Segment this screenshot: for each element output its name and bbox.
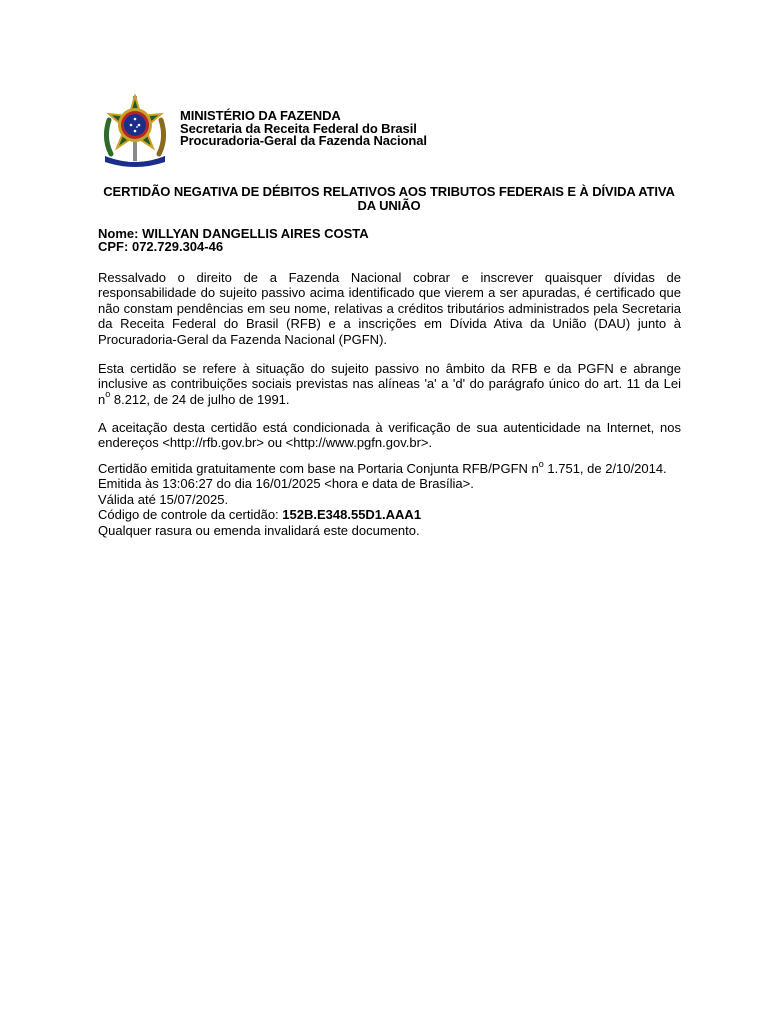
scope-ordinal: o [105, 389, 111, 400]
scope-text-a: Esta certidão se refere à situação do sujeito passivo no âmbito da RFB e da PGFN e abrange inclusive as contribuições sociais previstas nas alíneas 'a' a 'd' do parágrafo único do art. 11 da Lei n [98, 361, 681, 407]
secretariat-name: Secretaria da Receita Federal do Brasil [180, 120, 417, 136]
subject-identification [98, 227, 369, 253]
control-code-label: Código de controle da certidão: [98, 507, 283, 523]
control-code: 152B.E348.55D1.AAA1 [282, 507, 422, 523]
subject-cpf-line [98, 240, 369, 253]
name-label: Nome: [98, 226, 139, 241]
ministry-name: MINISTÉRIO DA FAZENDA [180, 108, 341, 123]
paragraph-scope [98, 361, 681, 407]
subject-cpf: 072.729.304-46 [131, 239, 224, 254]
paragraph-reservation: Ressalvado o direito de a Fazenda Nacional cobrar e inscrever quaisquer dívidas de responsabilidade do sujeito passivo acima identificado que vierem a ser apuradas, é certificado que não constam pendências em seu nome, relativas a créditos tributários administrados pela Secretaria da Receita Federal do Brasil (RFB) e a inscrições em Dívida Ativa da União (DAU) junto à Procuradoria-Geral da Fazenda Nacional (PGFN). [98, 270, 681, 347]
scope-text-b: 8.212, de 24 de julho de 1991. [110, 391, 290, 407]
issued-basis [98, 458, 681, 476]
issuer-header [180, 110, 427, 148]
paragraph-authenticity: A aceitação desta certidão está condicionada à verificação de sua autenticidade na Internet, nos endereços <http://rfb.gov.br> ou <http://www.pgfn.gov.br>. [98, 420, 681, 451]
subject-name: WILLYAN DANGELLIS AIRES COSTA [142, 226, 369, 241]
coat-of-arms-icon [99, 94, 171, 168]
procuradoria-name: Procuradoria-Geral da Fazenda Nacional [180, 133, 427, 148]
cpf-label: CPF: [98, 239, 129, 254]
tamper-warning: Qualquer rasura ou emenda invalidará este documento. [98, 522, 420, 538]
control-code-line [98, 507, 681, 522]
issued-basis-ordinal: o [538, 458, 544, 469]
issued-at: Emitida às 13:06:27 do dia 16/01/2025 <hora e data de Brasília>. [98, 476, 474, 492]
certificate-title: CERTIDÃO NEGATIVA DE DÉBITOS RELATIVOS AOS TRIBUTOS FEDERAIS E À DÍVIDA ATIVA DA UNIÃO [103, 184, 675, 213]
issued-basis-text-b: 1.751, de 2/10/2014. [543, 461, 667, 476]
issued-basis-text-a: Certidão emitida gratuitamente com base na Portaria Conjunta RFB/PGFN n [98, 461, 539, 476]
issuance-details [98, 458, 681, 538]
valid-until: Válida até 15/07/2025. [98, 491, 229, 507]
